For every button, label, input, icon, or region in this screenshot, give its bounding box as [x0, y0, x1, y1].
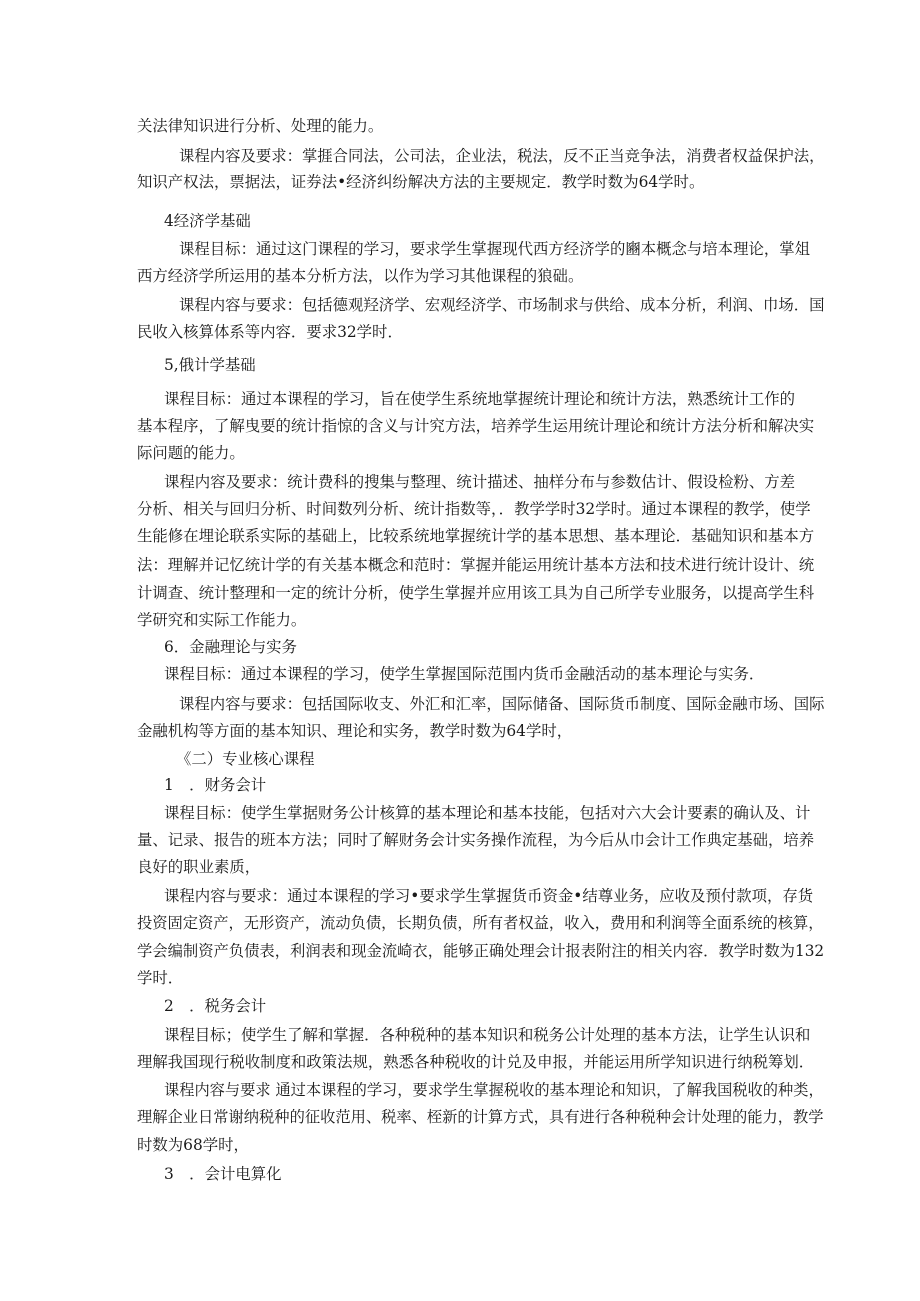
text-line: 金融机构等方面的基本知识、理论和实务，教学时数为64学时， — [137, 722, 573, 740]
text-line: 时数为68学时， — [137, 1136, 249, 1154]
text-line: 课程内容与要求 通过本课程的学习，要求学生掌握税收的基本理论和知识，了解我国税收的种类， — [164, 1081, 824, 1099]
text-line: 课程内容与要求：包括国际收支、外汇和汇率，国际储备、国际货币制度、国际金融市场、国际 — [179, 695, 825, 713]
text-line: 分析、相关与回归分析、时间数列分析、统计指数等，．教学学时32学时。通过本课程的教学，使学 — [137, 500, 811, 518]
text-line: 课程内容与要求：包括德观羟济学、宏观经济学、市场制求与供给、成本分析，利润、巾场．国 — [179, 296, 825, 314]
section-heading: 6．金融理论与实务 — [164, 638, 297, 656]
text-line: 学研究和实际工作能力。 — [137, 611, 307, 629]
text-line: 课程目标：使学生掌据财务公计核算的基本理论和基本技能，包括对六大会计要素的确认及、计 — [164, 804, 811, 822]
text-line: 生能修在埋论联系实际的基础上，比较系统地掌握统计学的基本思想、基本理论．基础知识和基本方 — [137, 527, 815, 545]
text-line: 计调查、统计整理和一定的统计分析，使学生掌握并应用该工具为自己所学专业服务，以提高学生科 — [137, 584, 815, 602]
text-line: 际问题的能力。 — [137, 444, 245, 462]
text-line: 理解企业日常谢纳税种的征收范用、税率、桎新的计算方式，具有进行各种税种会计处理的能力，教学 — [137, 1108, 824, 1126]
text-line: 量、记录、报告的班本方法；同时了解财务会计实务操作流程，为今后从巾会计工作典定基础，培养 — [137, 831, 815, 849]
section-heading: 1 ．财务会计 — [164, 776, 267, 794]
text-line: 课程内容及要求：统计费科的搜集与整理、统计描述、抽样分布与参数估计、假设检粉、方差 — [164, 473, 796, 491]
section-heading: 5,俄计学基础 — [164, 356, 256, 374]
text-line: 关法律知识进行分析、处理的能力。 — [137, 117, 384, 135]
text-line: 课程内容与要求：通过本课程的学习•要求学生掌握货币资金•结尊业务，应收及预付款项，存货 — [164, 887, 814, 905]
text-line: 课程目标：通过本课程的学习，使学生掌握国际范围内货币金融活动的基本理论与实务． — [164, 665, 765, 683]
text-line: 良好的职业素质， — [137, 858, 261, 876]
text-line: 课程目标：通过这门课程的学习，要求学生掌握现代西方经济学的豳本概念与培本理论，掌俎 — [179, 240, 811, 258]
text-line: 课程目标：通过本课程的学习，旨在使学生系统地掌握统计理论和统计方法，熟悉统计工作的 — [164, 390, 796, 408]
text-line: 基本程序，了解曳要的统计指惊的含义与计究方法，培养学生运用统计理论和统计方法分析和解决实 — [137, 417, 815, 435]
text-line: 知识产权法，票据法，证券法•经济纠纷解决方法的主要规定．教学时数为64学时。 — [137, 173, 705, 191]
section-heading: 3 ．会计电算化 — [164, 1165, 282, 1183]
text-line: 理解我国现行税收制度和政策法规，熟悉各种税收的计兑及申报，并能运用所学知识进行纳税筹划． — [137, 1053, 815, 1071]
text-line: 学时． — [137, 969, 184, 987]
text-line: 学会编制资产负债表，利润表和现金流崎衣，能够正确处理会计报表附注的相关内容．教学时数为132 — [137, 942, 825, 960]
text-line: 课程内容及要求：掌捱合同法，公司法，企业法，税法，反不正当竞争法，消费者权益保护法， — [179, 147, 825, 165]
text-line: 课程目标；使学生了解和掌握．各种税种的基本知识和税务公计处理的基本方法，让学生认识和 — [164, 1026, 811, 1044]
text-line: 法：理解并记忆统计学的有关基本概念和范时：掌握并能运用统计基本方法和技术进行统计设计、统 — [137, 556, 815, 574]
text-line: 民收入核算体系等内容．要求32学时． — [137, 323, 403, 341]
text-line: 西方经济学所运用的基本分析方法，以作为学习其他课程的狼础。 — [137, 267, 584, 285]
section-heading: 2 ．税务会计 — [164, 997, 267, 1015]
text-line: 投资固定资产，无形资产，流动负债，长期负债，所有者权益，收入，费用和利润等全面系统的核算， — [137, 914, 824, 932]
section-heading: 《二）专业核心课程 — [176, 750, 315, 768]
section-heading: 4经济学基础 — [164, 212, 251, 230]
